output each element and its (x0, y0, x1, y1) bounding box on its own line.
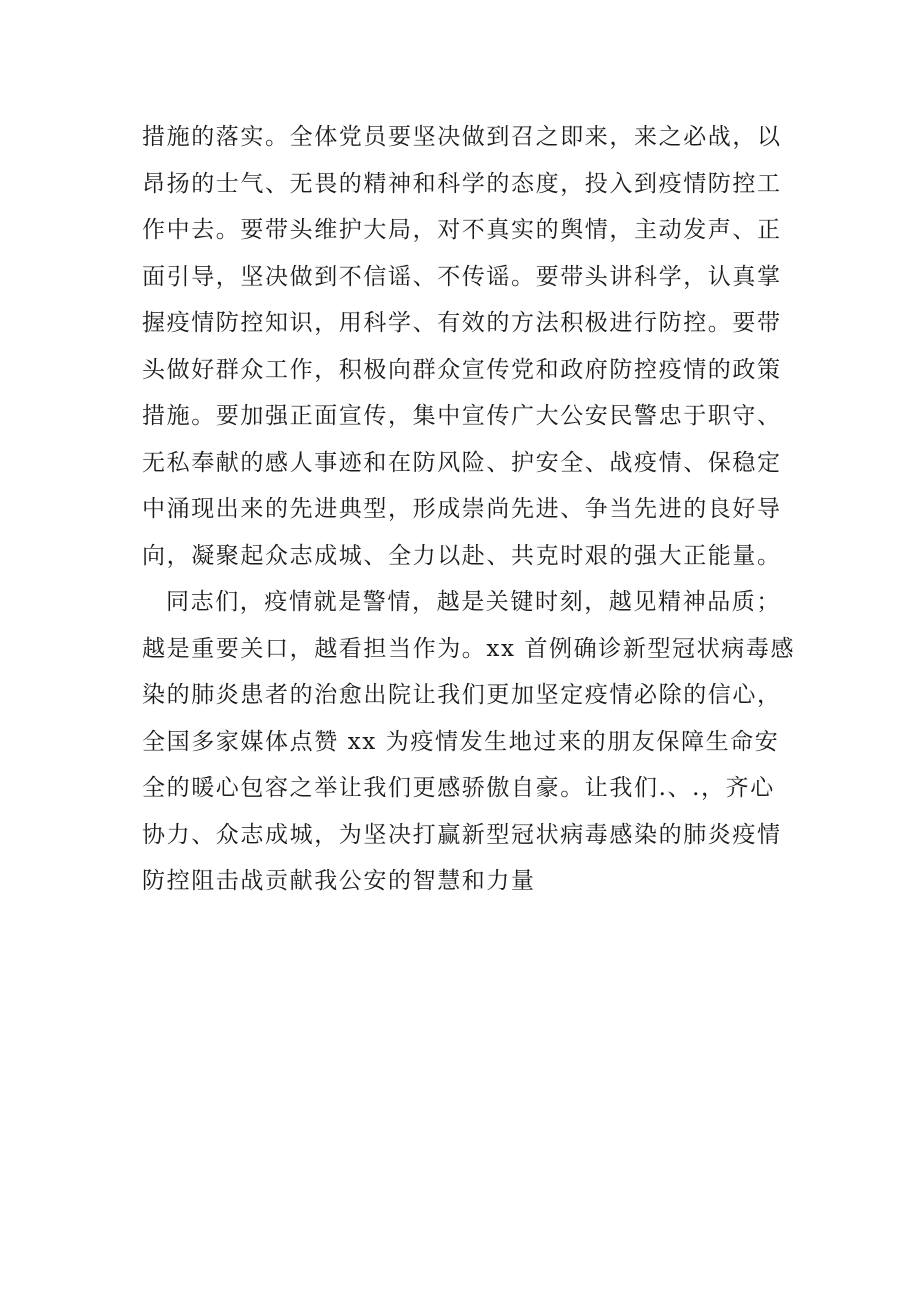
text-line: 全国多家媒体点赞 xx 为疫情发生地过来的朋友保障生命安 (142, 728, 780, 755)
text-line: 面引导，坚决做到不信谣、不传谣。要带头讲科学，认真掌 (142, 263, 782, 290)
text-line: 协力、众志成城，为坚决打赢新型冠状病毒感染的肺炎疫情 (142, 821, 782, 848)
text-line: 防控阻击战贡献我公安的智慧和力量 (142, 868, 536, 894)
text-line: 染的肺炎患者的治愈出院让我们更加坚定疫情必除的信心， (142, 682, 782, 708)
text-line: 无私奉献的感人事迹和在防风险、护安全、战疫情、保稳定 (142, 449, 782, 476)
text-line: 中涌现出来的先进典型，形成崇尚先进、争当先进的良好导 (142, 496, 782, 522)
text-line: 全的暖心包容之举让我们更感骄傲自豪。让我们.、.，齐心 (142, 775, 775, 801)
body-text (142, 114, 802, 905)
paragraph-start-line: 同志们，疫情就是警情，越是关键时刻，越见精神品质； (166, 589, 781, 615)
text-line: 措施的落实。全体党员要坚决做到召之即来，来之必战，以 (142, 124, 782, 150)
text-line: 握疫情防控知识，用科学、有效的方法积极进行防控。要带 (142, 310, 782, 336)
text-line: 越是重要关口，越看担当作为。xx 首例确诊新型冠状病毒感 (142, 635, 796, 662)
text-line: 头做好群众工作，积极向群众宣传党和政府防控疫情的政策 (142, 356, 782, 383)
text-line: 措施。要加强正面宣传，集中宣传广大公安民警忠于职守、 (142, 403, 782, 429)
text-line: 向，凝聚起众志成城、全力以赴、共克时艰的强大正能量。 (142, 542, 782, 569)
text-line: 昂扬的士气、无畏的精神和科学的态度，投入到疫情防控工 (142, 170, 782, 197)
text-line: 作中去。要带头维护大局，对不真实的舆情，主动发声、正 (142, 217, 782, 243)
